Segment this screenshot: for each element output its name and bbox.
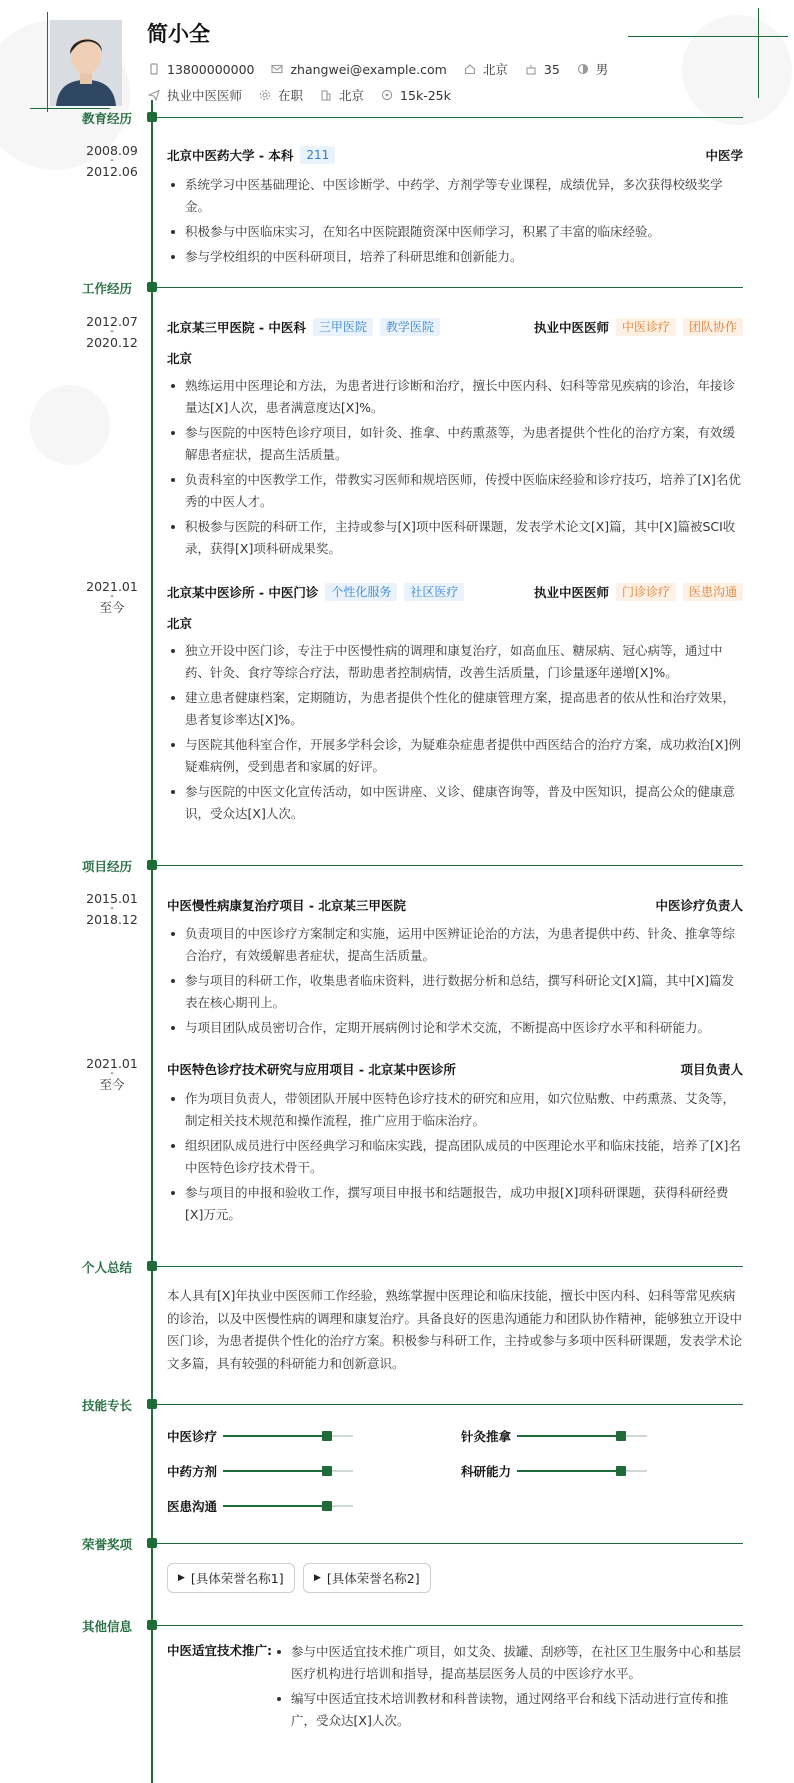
skill-name: 中医诊疗 <box>167 1429 218 1444</box>
org-tag: 教学医院 <box>380 318 440 336</box>
work-entry-head <box>167 583 743 601</box>
honor-badge <box>303 1563 431 1593</box>
list-item: 熟练运用中医理论和方法，为患者进行诊断和治疗，擅长中医内科、妇科等常见疾病的诊治，年接诊量达[X]人次，患者满意度达[X]%。 <box>167 375 743 419</box>
role-tag: 门诊诊疗 <box>616 583 676 601</box>
skill-fill <box>223 1435 327 1437</box>
other-label: 中医适宜技术推广: <box>167 1643 272 1658</box>
section-title-honors: 荣誉奖项 <box>81 1537 132 1552</box>
project-bullets <box>167 923 743 1042</box>
section-rule <box>153 117 743 118</box>
skill-fill <box>223 1470 327 1472</box>
honor-label: [具体荣誉名称2] <box>326 1571 420 1586</box>
list-item: 建立患者健康档案，定期随访，为患者提供个性化的健康管理方案，提高患者的依从性和治疗效果，患者复诊率达[X]%。 <box>167 687 743 731</box>
skill-knob <box>322 1466 332 1476</box>
email-item <box>270 62 446 77</box>
gender-value: 男 <box>595 62 609 77</box>
school-name: 北京中医药大学 - 本科 <box>167 148 294 163</box>
skill-name: 中药方剂 <box>167 1464 218 1479</box>
list-item: 与项目团队成员密切合作，定期开展病例讨论和学术交流，不断提高中医诊疗水平和科研能力。 <box>167 1017 743 1039</box>
skill-item <box>167 1497 353 1515</box>
list-item: 参与医院的中医特色诊疗项目，如针灸、推拿、中药熏蒸等，为患者提供个性化的治疗方案，有效缓解患者症状，提高生活质量。 <box>167 422 743 466</box>
project-date: 2015.01 - 2018.12 <box>86 891 138 927</box>
org-tag: 社区医疗 <box>404 583 464 601</box>
org-tag: 个性化服务 <box>325 583 397 601</box>
status-item <box>258 86 303 104</box>
list-item: 编写中医适宜技术培训教材和科普读物，通过网络平台和线下活动进行宣传和推广，受众达[X]人次。 <box>273 1688 743 1732</box>
work-date: 2012.07 - 2020.12 <box>86 314 138 350</box>
work-bullets <box>167 375 743 563</box>
skill-item <box>461 1427 647 1445</box>
honor-label: [具体荣誉名称1] <box>190 1571 284 1586</box>
skill-knob <box>616 1431 626 1441</box>
list-item: 积极参与医院的科研工作，主持或参与[X]项中医科研课题，发表学术论文[X]篇，其中[X]篇被SCI收录，获得[X]项科研成果奖。 <box>167 516 743 560</box>
play-icon: ▶ <box>314 1573 321 1583</box>
list-item: 参与学校组织的中医科研项目，培养了科研思维和创新能力。 <box>167 246 743 268</box>
skill-knob <box>322 1431 332 1441</box>
section-rule <box>153 1404 743 1405</box>
section-rule <box>153 1625 743 1626</box>
avatar <box>50 20 122 106</box>
skill-bar <box>223 1505 353 1507</box>
candidate-name: 简小全 <box>147 22 210 46</box>
skill-item <box>167 1427 353 1445</box>
project-bullets <box>167 1088 743 1229</box>
skill-bar <box>517 1435 647 1437</box>
decor-circle-top-right <box>682 15 792 125</box>
building-icon <box>319 88 333 102</box>
education-date: 2008.09 - 2012.06 <box>86 143 138 179</box>
list-item: 系统学习中医基础理论、中医诊断学、中药学、方剂学等专业课程，成绩优异，多次获得校级奖学金。 <box>167 174 743 218</box>
section-title-other: 其他信息 <box>81 1619 132 1634</box>
project-role: 项目负责人 <box>680 1062 743 1077</box>
skill-fill <box>517 1435 621 1437</box>
skill-name: 针灸推拿 <box>461 1429 512 1444</box>
work-location: 北京 <box>167 616 193 631</box>
salary-value: 15k-25k <box>400 87 451 103</box>
role-tag: 团队协作 <box>683 318 743 336</box>
skill-knob <box>616 1466 626 1476</box>
list-item: 参与项目的科研工作，收集患者临床资料，进行数据分析和总结，撰写科研论文[X]篇，其中[X]篇发表在核心期刊上。 <box>167 970 743 1014</box>
project-name: 中医特色诊疗技术研究与应用项目 - 北京某中医诊所 <box>167 1062 456 1077</box>
play-icon: ▶ <box>178 1573 185 1583</box>
list-item: 参与中医适宜技术推广项目，如艾灸、拔罐、刮痧等，在社区卫生服务中心和基层医疗机构进行培训和指导，提高基层医务人员的中医诊疗水平。 <box>273 1641 743 1685</box>
home-icon <box>463 62 477 76</box>
school-tag: 211 <box>300 146 335 164</box>
status-value: 在职 <box>278 88 304 103</box>
header-decor-line <box>758 8 759 98</box>
honor-badge <box>167 1563 295 1593</box>
phone-icon <box>147 62 161 76</box>
salary-item <box>380 88 451 103</box>
role-tag: 中医诊疗 <box>616 318 676 336</box>
project-entry-head <box>167 1060 743 1078</box>
mail-icon <box>270 62 284 76</box>
email-value: zhangwei@example.com <box>290 61 447 77</box>
job-target-value: 执业中医医师 <box>167 88 243 103</box>
skill-bar <box>223 1470 353 1472</box>
cake-icon <box>524 62 538 76</box>
header-decor-line <box>628 36 788 37</box>
work-date: 2021.01 - 至今 <box>86 579 138 615</box>
skill-bar <box>517 1470 647 1472</box>
role-tag: 医患沟通 <box>683 583 743 601</box>
age-item <box>524 62 560 77</box>
list-item: 组织团队成员进行中医经典学习和临床实践，提高团队成员的中医理论水平和临床技能，培养了[X]名中医特色诊疗技术骨干。 <box>167 1135 743 1179</box>
phone-item <box>147 62 254 77</box>
skill-item <box>461 1462 647 1480</box>
list-item: 参与项目的申报和验收工作，撰写项目申报书和结题报告，成功申报[X]项科研课题，获得科研经费[X]万元。 <box>167 1182 743 1226</box>
project-role: 中医诊疗负责人 <box>655 898 743 913</box>
skill-fill <box>223 1505 327 1507</box>
gender-item <box>576 60 609 78</box>
work-role: 执业中医医师 <box>533 585 609 600</box>
section-rule <box>153 287 743 288</box>
work-city-value: 北京 <box>339 88 365 103</box>
skill-item <box>167 1462 353 1480</box>
list-item: 参与医院的中医文化宣传活动，如中医讲座、义诊、健康咨询等，普及中医知识，提高公众的健康意识，受众达[X]人次。 <box>167 781 743 825</box>
skill-knob <box>322 1501 332 1511</box>
job-target-item <box>147 86 242 104</box>
work-role: 执业中医医师 <box>533 320 609 335</box>
section-title-summary: 个人总结 <box>81 1260 132 1275</box>
list-item: 与医院其他科室合作，开展多学科会诊，为疑难杂症患者提供中西医结合的治疗方案，成功救治[X]例疑难病例，受到患者和家属的好评。 <box>167 734 743 778</box>
list-item: 独立开设中医门诊，专注于中医慢性病的调理和康复治疗，如高血压、糖尿病、冠心病等，通过中药、针灸、食疗等综合疗法，帮助患者控制病情，改善生活质量，门诊量逐年递增[X]%。 <box>167 640 743 684</box>
summary-text: 本人具有[X]年执业中医医师工作经验，熟练掌握中医理论和临床技能，擅长中医内科、妇科等常见疾病的诊治，以及中医慢性病的调理和康复治疗。具备良好的医患沟通能力和团队协作精神，能够独立开设中医门诊，为患者提供个性化的治疗方案。积极参与科研工作，主持或参与多项中医科研课题，发表学术论文多篇，具有较强的科研能力和创新意识。 <box>167 1288 743 1371</box>
section-rule <box>153 1543 743 1544</box>
work-city-item <box>319 86 364 104</box>
age-value: 35 <box>543 61 560 77</box>
education-entry-head <box>167 146 743 164</box>
other-bullets <box>273 1641 743 1735</box>
gender-icon <box>576 62 590 76</box>
job-intent-row <box>147 86 467 104</box>
work-org: 北京某中医诊所 - 中医门诊 <box>167 585 319 600</box>
send-icon <box>147 88 161 102</box>
coin-icon <box>380 88 394 102</box>
section-title-education: 教育经历 <box>81 111 132 126</box>
work-location: 北京 <box>167 351 193 366</box>
list-item: 积极参与中医临床实习，在知名中医院跟随资深中医师学习，积累了丰富的临床经验。 <box>167 221 743 243</box>
section-rule <box>153 1266 743 1267</box>
work-entry-head <box>167 318 743 336</box>
skill-fill <box>517 1470 621 1472</box>
location-item <box>463 60 508 78</box>
work-bullets <box>167 640 743 828</box>
section-rule <box>153 865 743 866</box>
education-bullets <box>167 174 743 271</box>
project-entry-head <box>167 896 743 914</box>
section-title-skills: 技能专长 <box>81 1398 132 1413</box>
skill-name: 医患沟通 <box>167 1499 218 1514</box>
header-decor-line <box>47 12 48 112</box>
work-org: 北京某三甲医院 - 中医科 <box>167 320 306 335</box>
major: 中医学 <box>705 148 743 163</box>
section-title-projects: 项目经历 <box>81 859 132 874</box>
decor-circle-mid-left <box>30 385 110 465</box>
contact-row <box>147 60 624 78</box>
phone-value: 13800000000 <box>167 61 255 77</box>
list-item: 负责项目的中医诊疗方案制定和实施，运用中医辨证论治的方法，为患者提供中药、针灸、推拿等综合治疗，有效缓解患者症状，提高生活质量。 <box>167 923 743 967</box>
project-date: 2021.01 - 至今 <box>86 1056 138 1092</box>
timeline-line <box>151 100 153 1783</box>
section-title-work: 工作经历 <box>81 281 132 296</box>
gear-icon <box>258 88 272 102</box>
project-name: 中医慢性病康复治疗项目 - 北京某三甲医院 <box>167 898 406 913</box>
skill-name: 科研能力 <box>461 1464 512 1479</box>
list-item: 作为项目负责人，带领团队开展中医特色诊疗技术的研究和应用，如穴位贴敷、中药熏蒸、艾灸等，制定相关技术规范和操作流程，推广应用于临床治疗。 <box>167 1088 743 1132</box>
list-item: 负责科室的中医教学工作，带教实习医师和规培医师，传授中医临床经验和诊疗技巧，培养了[X]名优秀的中医人才。 <box>167 469 743 513</box>
org-tag: 三甲医院 <box>313 318 373 336</box>
location-value: 北京 <box>482 62 508 77</box>
skill-bar <box>223 1435 353 1437</box>
